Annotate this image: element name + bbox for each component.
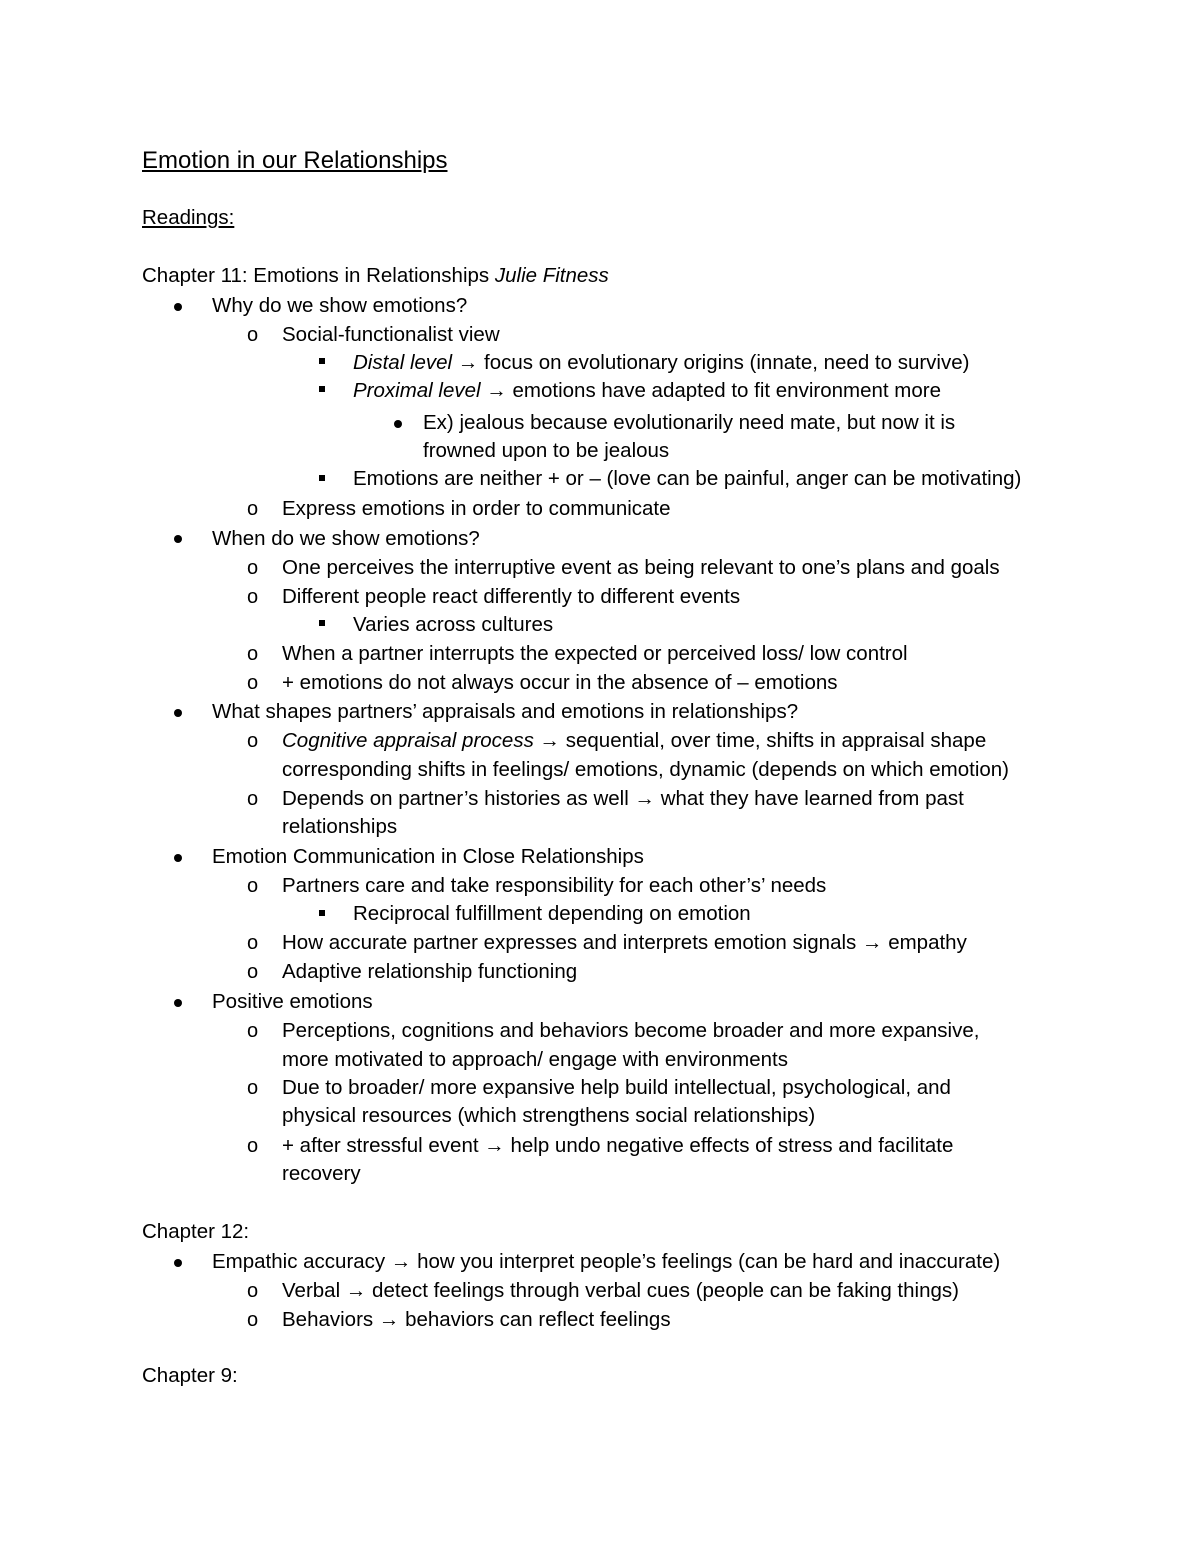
chapter-9-heading: Chapter 9: (142, 1364, 238, 1387)
arrow-right-icon: → (390, 1250, 412, 1273)
accurate-text: How accurate partner expresses and interprets emotion signals (282, 931, 857, 954)
chapter-11-heading (142, 264, 609, 288)
hollow-bullet-icon: o (247, 1077, 259, 1099)
hollow-bullet-icon: o (247, 643, 259, 665)
bullet-icon (174, 1259, 182, 1267)
behaviors-term: Behaviors (282, 1308, 374, 1331)
distal-term: Distal level (353, 351, 453, 374)
hollow-bullet-icon: o (247, 788, 259, 810)
list-item-when: When do we show emotions? (212, 527, 480, 550)
list-item-distal (353, 351, 969, 375)
list-item-histories (282, 787, 964, 811)
histories-result: what they have learned from past (660, 787, 964, 810)
bullet-icon (174, 709, 182, 717)
list-item-express: Express emotions in order to communicate (282, 497, 671, 520)
arrow-right-icon: → (345, 1279, 367, 1302)
bullet-icon (174, 999, 182, 1007)
hollow-bullet-icon: o (247, 730, 259, 752)
list-item-positive: Positive emotions (212, 990, 373, 1013)
list-item-example-line1: Ex) jealous because evolutionarily need mate, but now it is (423, 411, 956, 434)
hollow-bullet-icon: o (247, 1135, 259, 1157)
arrow-right-icon: → (486, 379, 507, 402)
square-bullet-icon (319, 475, 325, 481)
hollow-bullet-icon: o (247, 586, 259, 608)
square-bullet-icon (319, 386, 325, 392)
list-item-reciprocal: Reciprocal fulfillment depending on emotion (353, 902, 751, 925)
hollow-bullet-icon: o (247, 498, 259, 520)
bullet-icon (174, 303, 182, 311)
bullet-icon (174, 535, 182, 543)
arrow-right-icon: → (862, 931, 883, 954)
list-item-stressful (282, 1134, 953, 1158)
arrow-right-icon: → (484, 1134, 505, 1157)
chapter-11-author: Julie Fitness (494, 264, 609, 287)
list-item-perceptions: Perceptions, cognitions and behaviors become broader and more expansive, (282, 1019, 980, 1042)
list-item-perceptions-line2: more motivated to approach/ engage with environments (282, 1048, 788, 1071)
arrow-right-icon: → (539, 729, 561, 752)
hollow-bullet-icon: o (247, 1309, 259, 1331)
arrow-right-icon: → (634, 787, 655, 810)
hollow-bullet-icon: o (247, 875, 259, 897)
square-bullet-icon (319, 358, 325, 364)
hollow-bullet-icon: o (247, 961, 259, 983)
list-item-broader: Due to broader/ more expansive help build intellectual, psychological, and (282, 1076, 951, 1099)
arrow-right-icon: → (378, 1308, 400, 1331)
list-item-adaptive: Adaptive relationship functioning (282, 960, 578, 983)
list-item-cultures: Varies across cultures (353, 613, 554, 636)
square-bullet-icon (319, 620, 325, 626)
verbal-term: Verbal (282, 1279, 341, 1302)
bullet-icon (174, 854, 182, 862)
list-item-perceives: One perceives the interruptive event as being relevant to one’s plans and goals (282, 556, 1000, 579)
list-item-shapes: What shapes partners’ appraisals and emotions in relationships? (212, 700, 799, 723)
list-item-cognitive-line2: corresponding shifts in feelings/ emotions, dynamic (depends on which emotion) (282, 758, 1009, 781)
histories-text: Depends on partner’s histories as well (282, 787, 629, 810)
page-title: Emotion in our Relationships (142, 147, 448, 174)
empathic-term: Empathic accuracy (212, 1250, 386, 1273)
list-item-absence: + emotions do not always occur in the absence of – emotions (282, 671, 838, 694)
proximal-text: emotions have adapted to fit environment more (512, 379, 941, 402)
distal-text: focus on evolutionary origins (innate, need to survive) (484, 351, 970, 374)
chapter-11-title: Chapter 11: Emotions in Relationships (142, 264, 490, 287)
verbal-text: detect feelings through verbal cues (people can be faking things) (372, 1279, 959, 1302)
list-item-social: Social-functionalist view (282, 323, 500, 346)
behaviors-text: behaviors can reflect feelings (405, 1308, 671, 1331)
list-item-histories-line2: relationships (282, 815, 398, 838)
square-bullet-icon (319, 910, 325, 916)
list-item-example-line2: frowned upon to be jealous (423, 439, 670, 462)
list-item-behaviors (282, 1308, 671, 1332)
arrow-right-icon: → (457, 351, 479, 374)
stressful-result: help undo negative effects of stress and facilitate (510, 1134, 954, 1157)
hollow-bullet-icon: o (247, 557, 259, 579)
empathic-text: how you interpret people’s feelings (can be hard and inaccurate) (417, 1250, 1001, 1273)
cognitive-term: Cognitive appraisal process (282, 729, 534, 752)
hollow-bullet-icon: o (247, 1280, 259, 1302)
list-item-different: Different people react differently to different events (282, 585, 741, 608)
cognitive-text: sequential, over time, shifts in appraisal shape (565, 729, 987, 752)
chapter-12-heading: Chapter 12: (142, 1220, 250, 1243)
list-item-stressful-line2: recovery (282, 1162, 361, 1185)
readings-label: Readings: (142, 206, 235, 229)
list-item-broader-line2: physical resources (which strengthens social relationships) (282, 1104, 816, 1127)
list-item-care: Partners care and take responsibility for each other’s’ needs (282, 874, 827, 897)
proximal-term: Proximal level (353, 379, 481, 402)
bullet-icon (394, 420, 402, 428)
list-item-cognitive (282, 729, 986, 753)
list-item-empathic (212, 1250, 1000, 1274)
list-item-communication: Emotion Communication in Close Relationships (212, 845, 644, 868)
list-item-neither: Emotions are neither + or – (love can be painful, anger can be motivating) (353, 467, 1022, 490)
hollow-bullet-icon: o (247, 932, 259, 954)
list-item-accurate (282, 931, 967, 955)
list-item-proximal (353, 379, 941, 403)
accurate-result: empathy (888, 931, 967, 954)
hollow-bullet-icon: o (247, 672, 259, 694)
stressful-text: + after stressful event (282, 1134, 479, 1157)
list-item-verbal (282, 1279, 959, 1303)
list-item-why: Why do we show emotions? (212, 294, 468, 317)
list-item-partner: When a partner interrupts the expected or perceived loss/ low control (282, 642, 908, 665)
hollow-bullet-icon: o (247, 324, 259, 346)
hollow-bullet-icon: o (247, 1020, 259, 1042)
